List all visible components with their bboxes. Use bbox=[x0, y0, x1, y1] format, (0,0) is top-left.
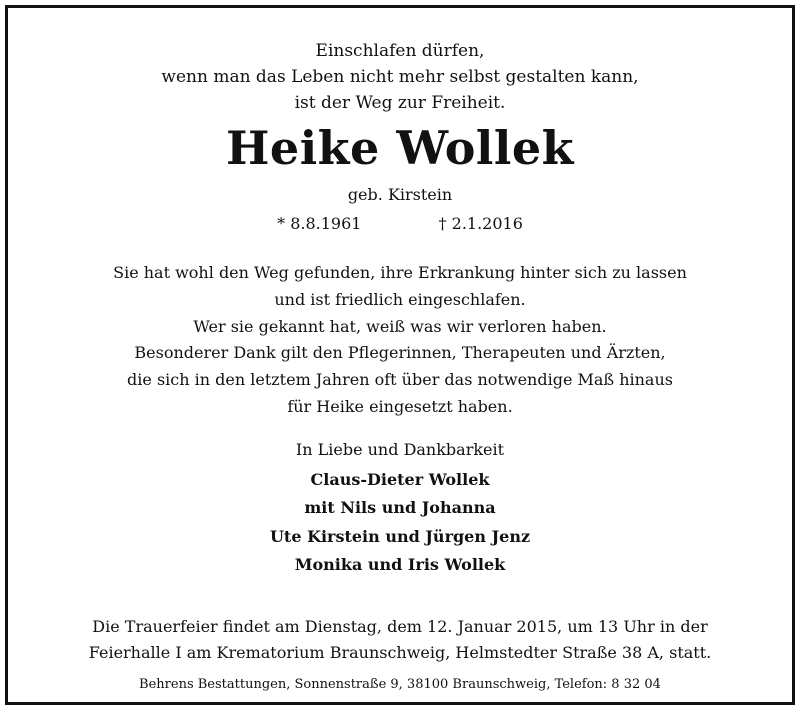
motto-line: ist der Weg zur Freiheit. bbox=[294, 93, 506, 113]
mourner-name: Ute Kirstein und Jürgen Jenz bbox=[269, 526, 531, 546]
service-line: Die Trauerfeier findet am Dienstag, dem 12. Januar 2015, um 13 Uhr in der bbox=[92, 617, 708, 636]
motto-line: wenn man das Leben nicht mehr selbst gestalten kann, bbox=[161, 67, 639, 87]
birth-date: * 8.8.1961 bbox=[277, 214, 362, 233]
maiden-name: geb. Kirstein bbox=[347, 185, 453, 204]
mourners-list bbox=[8, 466, 792, 580]
body-line: Besonderer Dank gilt den Pflegerinnen, Therapeuten und Ärzten, bbox=[134, 343, 666, 363]
body-line: für Heike eingesetzt haben. bbox=[287, 396, 513, 416]
body-line: die sich in den letztem Jahren oft über das notwendige Maß hinaus bbox=[127, 370, 673, 390]
life-dates bbox=[8, 213, 792, 235]
mourner-name: mit Nils und Johanna bbox=[304, 498, 496, 518]
mourner-name: Claus-Dieter Wollek bbox=[310, 470, 490, 489]
funeral-service-info bbox=[8, 614, 792, 666]
body-line: und ist friedlich eingeschlafen. bbox=[274, 289, 526, 309]
deceased-name: Heike Wollek bbox=[225, 121, 575, 175]
service-line: Feierhalle I am Krematorium Braunschweig, Helmstedter Straße 38 A, statt. bbox=[88, 643, 712, 662]
closing-phrase: In Liebe und Dankbarkeit bbox=[295, 440, 505, 459]
notice-body bbox=[8, 260, 792, 421]
obituary-notice bbox=[5, 5, 795, 705]
body-line: Sie hat wohl den Weg gefunden, ihre Erkrankung hinter sich zu lassen bbox=[113, 263, 687, 282]
body-line: Wer sie gekannt hat, weiß was wir verloren haben. bbox=[193, 316, 607, 336]
motto bbox=[8, 38, 792, 116]
undertaker-info: Behrens Bestattungen, Sonnenstraße 9, 38100 Braunschweig, Telefon: 8 32 04 bbox=[139, 677, 661, 692]
notice-content bbox=[8, 8, 792, 702]
motto-line: Einschlafen dürfen, bbox=[315, 41, 485, 61]
mourner-name: Monika und Iris Wollek bbox=[294, 555, 506, 575]
death-date: † 2.1.2016 bbox=[438, 214, 523, 233]
